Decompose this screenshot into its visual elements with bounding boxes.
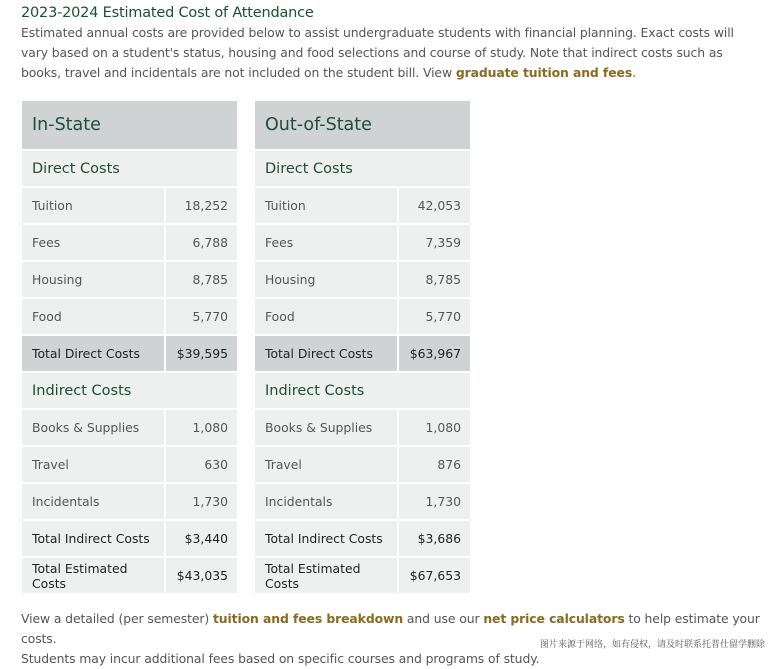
row-label: Total Direct Costs bbox=[22, 336, 166, 373]
row-label: Fees bbox=[255, 225, 399, 262]
row-value: 876 bbox=[399, 447, 470, 484]
footer-text: and use our bbox=[403, 611, 484, 626]
table-row bbox=[255, 484, 470, 521]
row-value: 8,785 bbox=[166, 262, 237, 299]
graduate-tuition-link[interactable]: graduate tuition and fees bbox=[455, 65, 633, 80]
row-value: 1,080 bbox=[166, 410, 237, 447]
total-direct-row bbox=[22, 336, 237, 373]
row-label: Housing bbox=[255, 262, 399, 299]
in-state-table bbox=[22, 101, 237, 595]
row-value: 42,053 bbox=[399, 188, 470, 225]
row-value: $3,686 bbox=[399, 521, 470, 558]
row-label: Total Direct Costs bbox=[255, 336, 399, 373]
row-value: 1,080 bbox=[399, 410, 470, 447]
row-label: Total Estimated Costs bbox=[255, 558, 399, 595]
in-state-heading: In-State bbox=[22, 101, 237, 151]
table-row bbox=[255, 299, 470, 336]
table-row bbox=[22, 225, 237, 262]
footer-text: to help estimate your costs. bbox=[21, 611, 760, 646]
row-value: $39,595 bbox=[166, 336, 237, 373]
net-price-calculators-link[interactable]: net price calculators bbox=[483, 611, 625, 626]
row-label: Incidentals bbox=[22, 484, 166, 521]
page-title: 2023-2024 Estimated Cost of Attendance bbox=[21, 5, 314, 21]
row-label: Travel bbox=[22, 447, 166, 484]
row-label: Fees bbox=[22, 225, 166, 262]
row-label: Books & Supplies bbox=[22, 410, 166, 447]
total-direct-row bbox=[255, 336, 470, 373]
intro-paragraph bbox=[21, 23, 763, 83]
row-value: 7,359 bbox=[399, 225, 470, 262]
table-row bbox=[255, 262, 470, 299]
row-label: Housing bbox=[22, 262, 166, 299]
total-estimated-row bbox=[22, 558, 237, 595]
row-value: $67,653 bbox=[399, 558, 470, 595]
out-of-state-direct-heading: Direct Costs bbox=[255, 151, 470, 188]
row-value: 1,730 bbox=[399, 484, 470, 521]
total-indirect-row bbox=[22, 521, 237, 558]
table-row bbox=[255, 225, 470, 262]
row-value: $3,440 bbox=[166, 521, 237, 558]
row-value: 8,785 bbox=[399, 262, 470, 299]
watermark: 图片来源于网络，如有侵权，请及时联系托普仕留学删除 bbox=[539, 640, 765, 650]
row-label: Tuition bbox=[22, 188, 166, 225]
row-label: Books & Supplies bbox=[255, 410, 399, 447]
footer-text: View a detailed (per semester) bbox=[21, 611, 213, 626]
table-row bbox=[255, 188, 470, 225]
table-row bbox=[22, 188, 237, 225]
tuition-breakdown-link[interactable]: tuition and fees breakdown bbox=[212, 611, 404, 626]
total-estimated-row bbox=[255, 558, 470, 595]
row-value: 18,252 bbox=[166, 188, 237, 225]
row-value: $63,967 bbox=[399, 336, 470, 373]
table-row bbox=[22, 262, 237, 299]
intro-text: Estimated annual costs are provided below to assist undergraduate students with financial planning. Exact costs will vary based on a student's status, housing and food selections and course of study. Note that indirect costs such as books, travel and incidentals are not included on the student bill. View bbox=[21, 25, 734, 80]
row-value: 1,730 bbox=[166, 484, 237, 521]
row-label: Incidentals bbox=[255, 484, 399, 521]
row-label: Tuition bbox=[255, 188, 399, 225]
out-of-state-table bbox=[255, 101, 470, 595]
row-label: Food bbox=[22, 299, 166, 336]
row-label: Total Indirect Costs bbox=[255, 521, 399, 558]
row-value: 5,770 bbox=[166, 299, 237, 336]
row-value: 5,770 bbox=[399, 299, 470, 336]
row-value: 6,788 bbox=[166, 225, 237, 262]
row-label: Total Indirect Costs bbox=[22, 521, 166, 558]
row-label: Total Estimated Costs bbox=[22, 558, 166, 595]
table-row bbox=[22, 299, 237, 336]
table-row bbox=[255, 447, 470, 484]
out-of-state-indirect-heading: Indirect Costs bbox=[255, 373, 470, 410]
table-row bbox=[255, 410, 470, 447]
row-value: 630 bbox=[166, 447, 237, 484]
row-label: Travel bbox=[255, 447, 399, 484]
table-row bbox=[22, 410, 237, 447]
out-of-state-heading: Out-of-State bbox=[255, 101, 470, 151]
intro-end: . bbox=[632, 65, 636, 80]
in-state-indirect-heading: Indirect Costs bbox=[22, 373, 237, 410]
table-row bbox=[22, 484, 237, 521]
in-state-direct-heading: Direct Costs bbox=[22, 151, 237, 188]
total-indirect-row bbox=[255, 521, 470, 558]
footer-note: Students may incur additional fees based on specific courses and programs of study. bbox=[21, 651, 540, 666]
row-value: $43,035 bbox=[166, 558, 237, 595]
table-row bbox=[22, 447, 237, 484]
row-label: Food bbox=[255, 299, 399, 336]
